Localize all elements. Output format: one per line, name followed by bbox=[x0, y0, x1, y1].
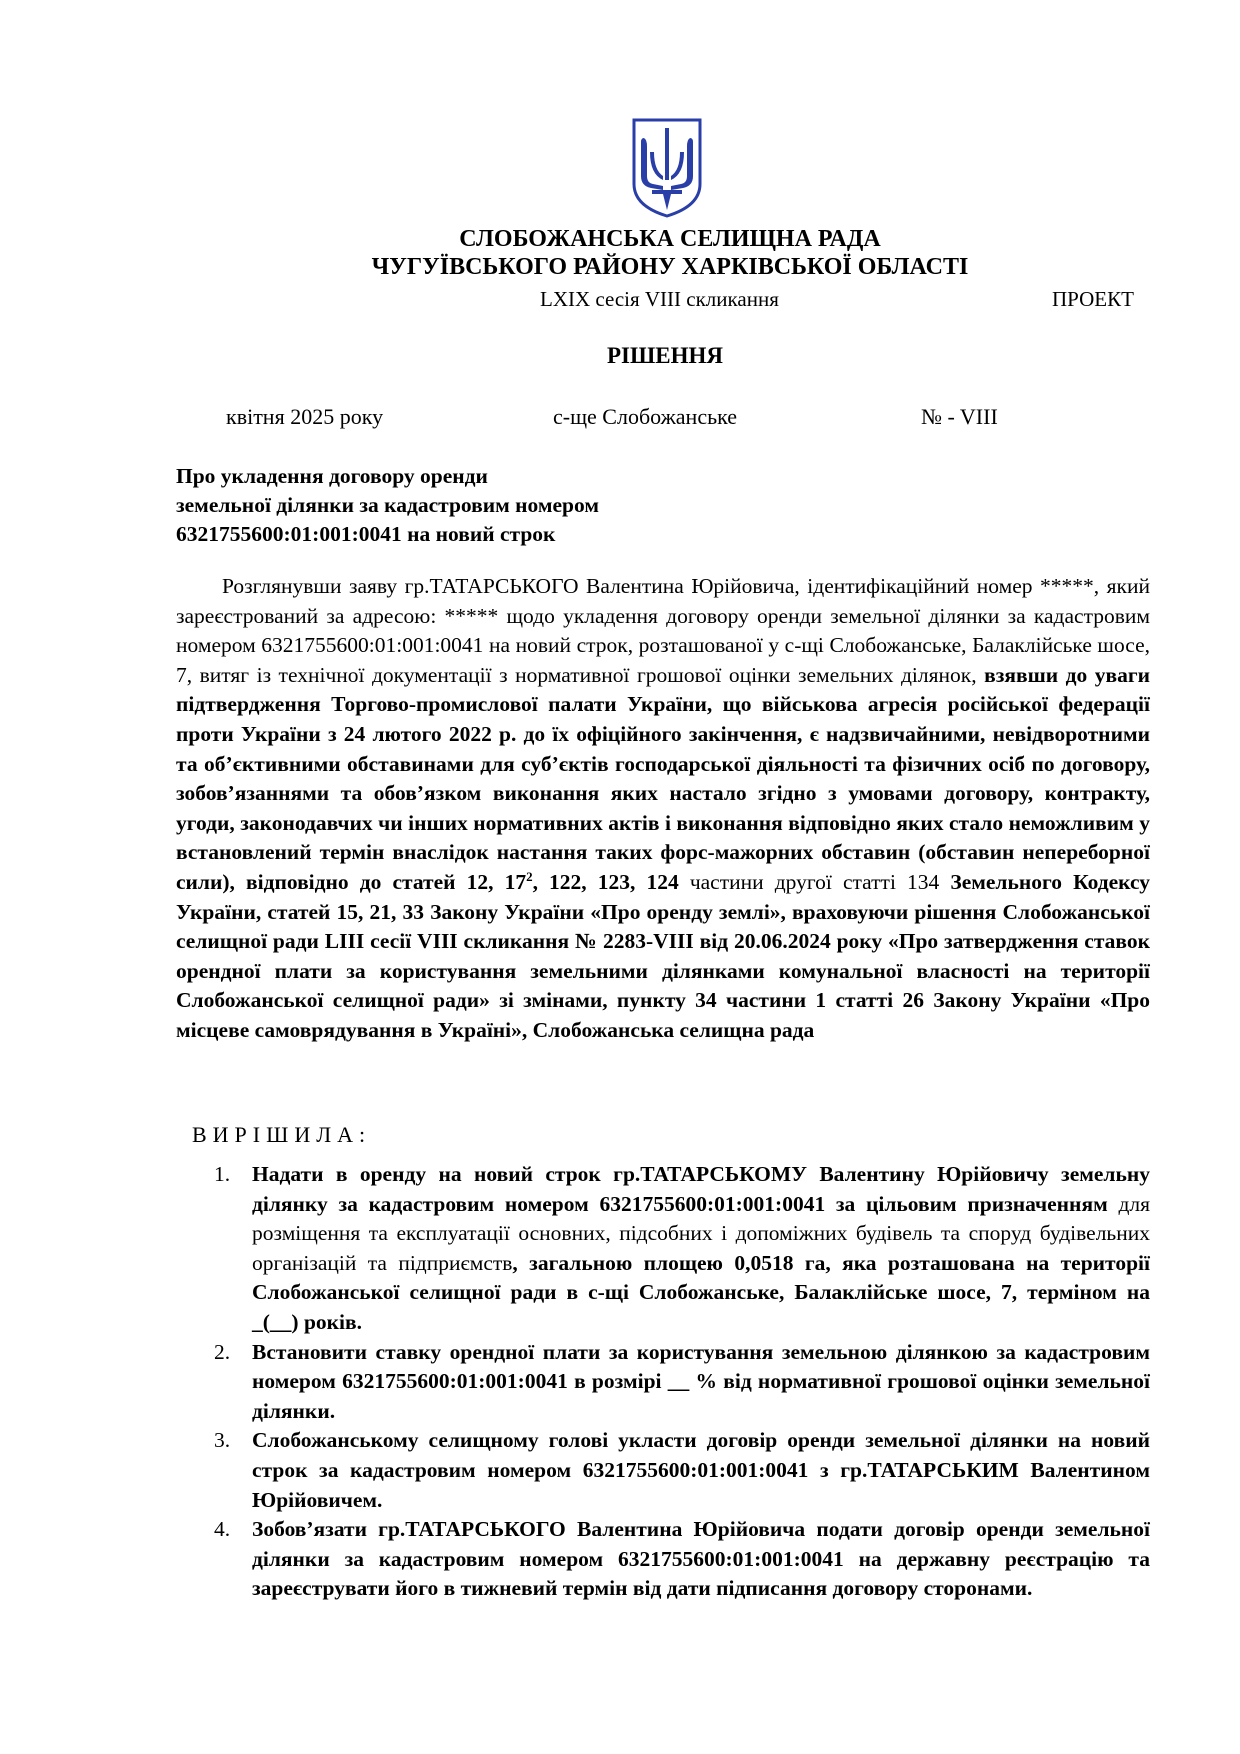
decision-subject bbox=[176, 462, 776, 549]
district-name: ЧУГУЇВСЬКОГО РАЙОНУ ХАРКІВСЬКОЇ ОБЛАСТІ bbox=[371, 254, 969, 280]
draft-mark: ПРОЕКТ bbox=[1052, 287, 1134, 311]
decision-place: с-ще Слобожанське bbox=[553, 404, 738, 429]
council-name: СЛОБОЖАНСЬКА СЕЛИЩНА РАДА bbox=[459, 226, 881, 252]
decision-items bbox=[176, 1160, 1150, 1604]
list-item bbox=[176, 1160, 1150, 1338]
item-text: Зобов’язати гр.ТАТАРСЬКОГО Валентина Юрійовича подати договір оренди земельної ділянки за кадастровим номером 6321755600:01:001:0041 на державну реєстрацію та зареєструвати його в тижневий термін від дати підписання договору сторонами. bbox=[252, 1517, 1150, 1601]
preamble-text: Розглянувши заяву гр.ТАТАРСЬКОГО Валентина Юрійовича, ідентифікаційний номер *****, який зареєстрований за адресою: ***** щодо укладення договору оренди земельної ділянки за кадастровим номером 6321755600:01:001:0041 на новий строк, розташованої у с-щі Слобожанське, Балаклійське шосе, 7, витяг із технічної документації з нормативної грошової оцінки земельних ділянок, bbox=[176, 574, 1150, 687]
decision-title: РІШЕННЯ bbox=[607, 343, 723, 368]
subject-line: 6321755600:01:001:0041 на новий строк bbox=[176, 522, 556, 546]
preamble-text: відповідно до статей 12, 17 bbox=[234, 869, 527, 894]
preamble-paragraph bbox=[176, 572, 1150, 1046]
subject-line: земельної ділянки за кадастровим номером bbox=[176, 493, 599, 517]
item-number: 1. bbox=[214, 1162, 231, 1186]
list-item bbox=[176, 1515, 1150, 1604]
list-item bbox=[176, 1426, 1150, 1515]
decision-date: квітня 2025 року bbox=[226, 404, 384, 429]
session-label: LXIX сесія VIII скликання bbox=[540, 287, 779, 311]
item-number: 2. bbox=[214, 1339, 231, 1364]
subject-line: Про укладення договору оренди bbox=[176, 464, 488, 488]
item-number: 4. bbox=[214, 1517, 231, 1542]
resolved-label: ВИРІШИЛА: bbox=[192, 1122, 372, 1147]
item-text: , загальною площею 0,0518 га, яка розташована на території Слобожанської селищної ради в с-щі Слобожанське, Балаклійське шосе, 7, терміном на _(__) років. bbox=[252, 1250, 1150, 1334]
item-number: 3. bbox=[214, 1428, 231, 1453]
decision-number: № - VIII bbox=[921, 404, 998, 429]
coat-of-arms-icon bbox=[630, 118, 704, 218]
item-text: Встановити ставку орендної плати за користування земельною ділянкою за кадастровим номером 6321755600:01:001:0041 в розмірі __ % від нормативної грошової оцінки земельної ділянки. bbox=[252, 1339, 1150, 1423]
item-text: Слобожанському селищному голові укласти договір оренди земельної ділянки на новий строк за кадастровим номером 6321755600:01:001:0041 з гр.ТАТАРСЬКИМ Валентином Юрійовичем. bbox=[252, 1428, 1150, 1512]
item-text: Надати в оренду на новий строк гр.ТАТАРСЬКОМУ Валентину Юрійовичу земельну ділянку за кадастровим номером 6321755600:01:001:0041 за цільовим призначенням bbox=[252, 1162, 1150, 1216]
preamble-superscript: 2 bbox=[526, 868, 533, 884]
preamble-text: Земельного Кодексу України, статей 15, 21, 33 Закону України «Про оренду землі», враховуючи рішення Слобожанської селищної ради LIII сесії VIII скликання № 2283-VIII від 20.06.2024 року «Про затвердження ставок орендної плати за користування земельними ділянками комунальної власності на території Слобожанської селищної ради» зі змінами, пункту 34 частини 1 статті 26 Закону України «Про місцеве самоврядування в Україні», Слобожанська селищна рада bbox=[176, 869, 1150, 1042]
list-item bbox=[176, 1338, 1150, 1427]
preamble-text: взявши до уваги підтвердження Торгово-промислової палати України, що військова агресія російської федерації проти України з 24 лютого 2022 р. до їх офіційного закінчення, є надзвичайними, невідворотними та об’єктивними обставинами для суб’єктів господарської діяльності та фізичних осіб по договору, зобов’язаннями та обов’язком виконання яких настало згідно з умовами договору, контракту, угоди, законодавчих чи інших нормативних актів і виконання відповідно яких стало неможливим у встановлений термін внаслідок настання таких форс-мажорних обставин (обставин непереборної сили), bbox=[176, 662, 1151, 894]
preamble-text: , 122, 123, 124 bbox=[532, 869, 690, 894]
item-text: для розміщення та експлуатації основних, підсобних і допоміжних будівель та споруд будівельних організацій та підприємств bbox=[252, 1191, 1150, 1275]
preamble-text: частини другої статті 134 bbox=[689, 869, 940, 894]
